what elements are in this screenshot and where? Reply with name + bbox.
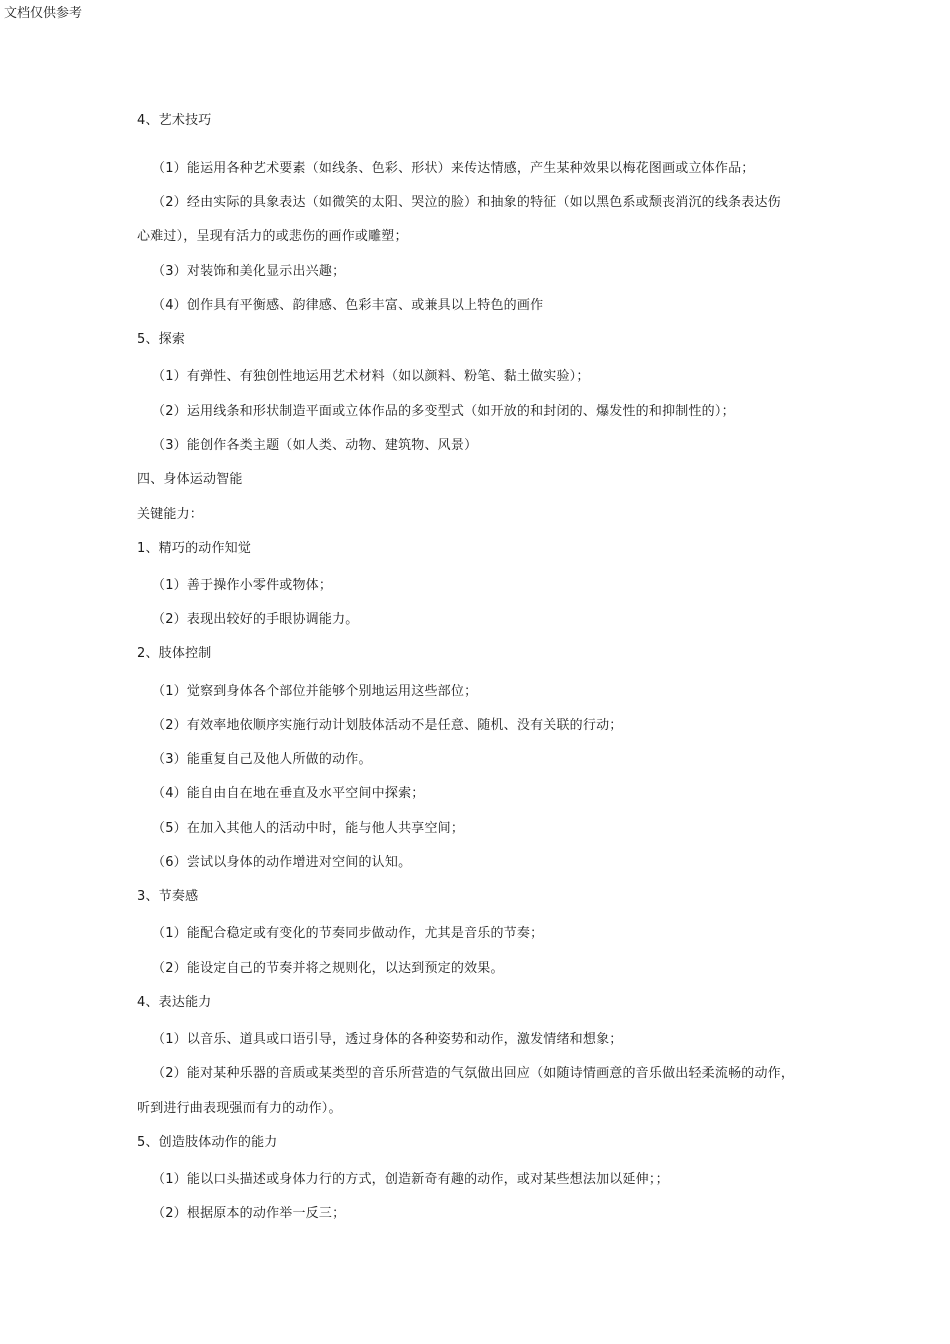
section-heading: 1、精巧的动作知觉 — [137, 541, 252, 556]
watermark-text: 文档仅供参考 — [4, 6, 83, 21]
list-item: （6）尝试以身体的动作增进对空间的认知。 — [152, 855, 412, 870]
list-item: （2）有效率地依顺序实施行动计划肢体活动不是任意、随机、没有关联的行动； — [152, 718, 623, 733]
chapter-heading: 四、身体运动智能 — [137, 472, 243, 487]
section-heading: 4、艺术技巧 — [137, 113, 212, 128]
list-item: （3）能创作各类主题（如人类、动物、建筑物、风景） — [152, 438, 478, 453]
list-item: （2）表现出较好的手眼协调能力。 — [152, 612, 359, 627]
list-item: （4）能自由自在地在垂直及水平空间中探索； — [152, 786, 425, 801]
list-item: （1）觉察到身体各个部位并能够个别地运用这些部位； — [152, 684, 478, 699]
section-heading: 5、探索 — [137, 332, 186, 347]
list-item-continuation: 心难过），呈现有活力的或悲伤的画作或雕塑； — [137, 229, 408, 244]
list-item: （4）创作具有平衡感、韵律感、色彩丰富、或兼具以上特色的画作 — [152, 298, 544, 313]
list-item: （1）善于操作小零件或物体； — [152, 578, 333, 593]
list-item: （2）能对某种乐器的音质或某类型的音乐所营造的气氛做出回应（如随诗情画意的音乐做出轻柔流畅的动作， — [152, 1066, 795, 1081]
list-item: （1）以音乐、道具或口语引导，透过身体的各种姿势和动作，激发情绪和想象； — [152, 1032, 623, 1047]
section-heading: 2、肢体控制 — [137, 646, 212, 661]
list-item: （5）在加入其他人的活动中时，能与他人共享空间； — [152, 821, 465, 836]
list-item: （1）有弹性、有独创性地运用艺术材料（如以颜料、粉笔、黏土做实验）； — [152, 369, 590, 384]
section-heading: 5、创造肢体动作的能力 — [137, 1135, 278, 1150]
list-item: （2）运用线条和形状制造平面或立体作品的多变型式（如开放的和封闭的、爆发性的和抑制性的）； — [152, 404, 735, 419]
section-heading: 4、表达能力 — [137, 995, 212, 1010]
list-item-continuation: 听到进行曲表现强而有力的动作）。 — [137, 1101, 342, 1116]
list-item: （1）能配合稳定或有变化的节奏同步做动作，尤其是音乐的节奏； — [152, 926, 544, 941]
list-item: （1）能运用各种艺术要素（如线条、色彩、形状）来传达情感，产生某种效果以梅花图画或立体作品； — [152, 161, 755, 176]
list-item: （3）对装饰和美化显示出兴趣； — [152, 264, 346, 279]
section-heading: 3、节奏感 — [137, 889, 199, 904]
list-item: （3）能重复自己及他人所做的动作。 — [152, 752, 372, 767]
list-item: （2）经由实际的具象表达（如微笑的太阳、哭泣的脸）和抽象的特征（如以黑色系或颓丧消沉的线条表达伤 — [152, 195, 781, 210]
subheading: 关键能力： — [137, 507, 204, 522]
list-item: （2）能设定自己的节奏并将之规则化，以达到预定的效果。 — [152, 961, 504, 976]
list-item: （1）能以口头描述或身体力行的方式，创造新奇有趣的动作，或对某些想法加以延伸；； — [152, 1172, 669, 1187]
list-item: （2）根据原本的动作举一反三； — [152, 1206, 346, 1221]
